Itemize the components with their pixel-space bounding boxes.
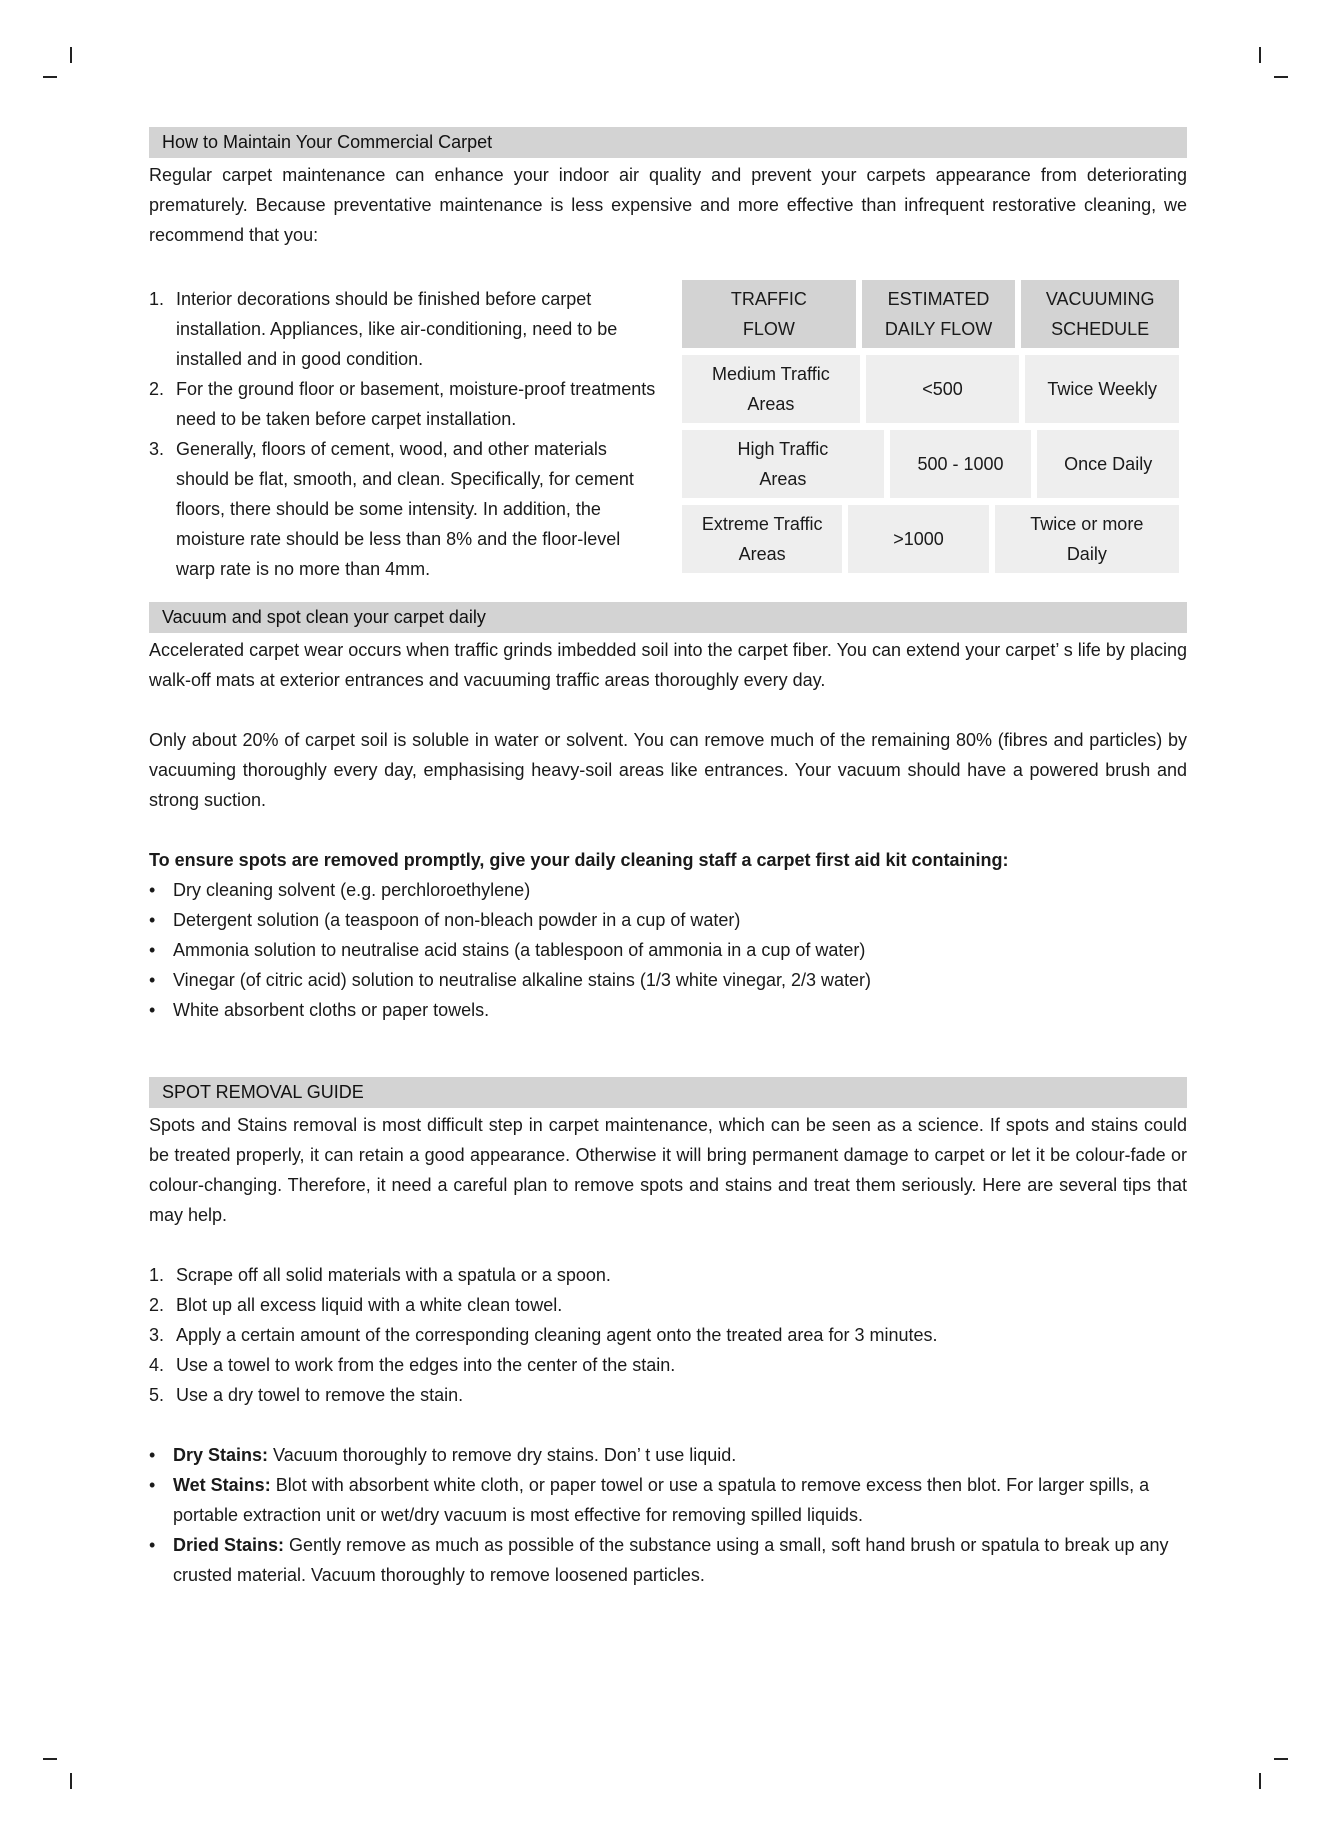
bullet-icon: • (149, 970, 156, 990)
crop-mark-top-right-vertical (1259, 47, 1261, 63)
table-header-estimated-daily-flow: ESTIMATED DAILY FLOW (862, 280, 1016, 348)
bullet-icon: • (149, 910, 156, 930)
list-item: 1. Interior decorations should be finished before carpet installation. Appliances, like air-conditioning, need to be installed and in good condition. (149, 289, 618, 369)
crop-mark-bottom-left-vertical (70, 1773, 72, 1789)
list-item: • Vinegar (of citric acid) solution to neutralise alkaline stains (1/3 white vinegar, 2/3 water) (149, 965, 1187, 995)
crop-mark-top-right-horizontal (1274, 76, 1288, 78)
crop-mark-bottom-right-horizontal (1274, 1758, 1288, 1760)
list-item: • Detergent solution (a teaspoon of non-bleach powder in a cup of water) (149, 905, 1187, 935)
maintain-steps-list (149, 284, 659, 584)
list-item: 1. Scrape off all solid materials with a spatula or a spoon. (149, 1265, 611, 1285)
bullet-icon: • (149, 880, 156, 900)
crop-mark-top-left-horizontal (43, 76, 57, 78)
first-aid-kit-list (149, 875, 1187, 1025)
list-item: 2. Blot up all excess liquid with a white clean towel. (149, 1295, 563, 1315)
crop-mark-bottom-right-vertical (1259, 1773, 1261, 1789)
list-item: • White absorbent cloths or paper towels. (149, 995, 1187, 1025)
maintain-intro: Regular carpet maintenance can enhance your indoor air quality and prevent your carpets appearance from deteriorating prematurely. Because preventative maintenance is less expensive and more effective than infrequent restorative cleaning, we recommend that you: (149, 165, 1187, 245)
bullet-icon: • (149, 1000, 156, 1020)
spot-removal-intro: Spots and Stains removal is most difficult step in carpet maintenance, which can be seen as a science. If spots and stains could be treated properly, it can retain a good appearance. Otherwise it will bring permanent damage to carpet or let it be colour-fade or colour-changing. Therefore, it need a careful plan to remove spots and stains and treat them seriously. Here are several tips that may help. (149, 1115, 1187, 1225)
table-header-vacuuming-schedule: VACUUMING SCHEDULE (1021, 280, 1179, 348)
vacuum-paragraph-1: Accelerated carpet wear occurs when traffic grinds imbedded soil into the carpet fiber. You can extend your carpet’ s life by placing walk-off mats at exterior entrances and vacuuming traffic areas thoroughly every day. (149, 640, 1187, 690)
list-item: 5. Use a dry towel to remove the stain. (149, 1385, 464, 1405)
section-heading-vacuum: Vacuum and spot clean your carpet daily (149, 602, 1187, 633)
crop-mark-top-left-vertical (70, 47, 72, 63)
list-item: • Wet Stains: Blot with absorbent white cloth, or paper towel or use a spatula to remove excess then blot. For larger spills, a portable extraction unit or wet/dry vacuum is most effective for removing spilled liquids. (149, 1470, 1187, 1530)
table-row: Extreme Traffic Areas >1000 Twice or more Daily (682, 505, 1179, 573)
list-item: • Ammonia solution to neutralise acid stains (a tablespoon of ammonia in a cup of water) (149, 935, 1187, 965)
vacuum-paragraph-2: Only about 20% of carpet soil is soluble in water or solvent. You can remove much of the remaining 80% (fibres and particles) by vacuuming thoroughly every day, emphasising heavy-soil areas like entrances. Your vacuum should have a powered brush and strong suction. (149, 730, 1187, 810)
document-page (149, 127, 1187, 1590)
first-aid-kit-heading: To ensure spots are removed promptly, give your daily cleaning staff a carpet first aid kit containing: (149, 850, 1009, 870)
bullet-icon: • (149, 1535, 156, 1555)
section-heading-maintain: How to Maintain Your Commercial Carpet (149, 127, 1187, 158)
table-row: Medium Traffic Areas <500 Twice Weekly (682, 355, 1179, 423)
list-item: 2. For the ground floor or basement, moisture-proof treatments need to be taken before carpet installation. (149, 379, 656, 429)
vacuum-schedule-table (682, 280, 1179, 580)
list-item: 4. Use a towel to work from the edges into the center of the stain. (149, 1355, 676, 1375)
list-item: 3. Generally, floors of cement, wood, and other materials should be flat, smooth, and clean. Specifically, for cement floors, there should be some intensity. In addition, the moisture rate should be less than 8% and the floor-level warp rate is no more than 4mm. (149, 439, 634, 579)
list-item: • Dried Stains: Gently remove as much as possible of the substance using a small, soft hand brush or spatula to break up any crusted material. Vacuum thoroughly to remove loosened particles. (149, 1530, 1187, 1590)
list-item: 3. Apply a certain amount of the corresponding cleaning agent onto the treated area for 3 minutes. (149, 1325, 938, 1345)
table-header-row (682, 280, 1179, 348)
bullet-icon: • (149, 1445, 156, 1465)
bullet-icon: • (149, 940, 156, 960)
table-header-traffic-flow: TRAFFIC FLOW (682, 280, 856, 348)
list-item: • Dry cleaning solvent (e.g. perchloroethylene) (149, 875, 1187, 905)
maintain-content (149, 272, 1187, 592)
bullet-icon: • (149, 1475, 156, 1495)
spot-removal-steps-list (149, 1260, 1187, 1410)
crop-mark-bottom-left-horizontal (43, 1758, 57, 1760)
stain-types-list (149, 1440, 1187, 1590)
table-row: High Traffic Areas 500 - 1000 Once Daily (682, 430, 1179, 498)
section-heading-spot-removal: SPOT REMOVAL GUIDE (149, 1077, 1187, 1108)
list-item: • Dry Stains: Vacuum thoroughly to remove dry stains. Don’ t use liquid. (149, 1440, 1187, 1470)
